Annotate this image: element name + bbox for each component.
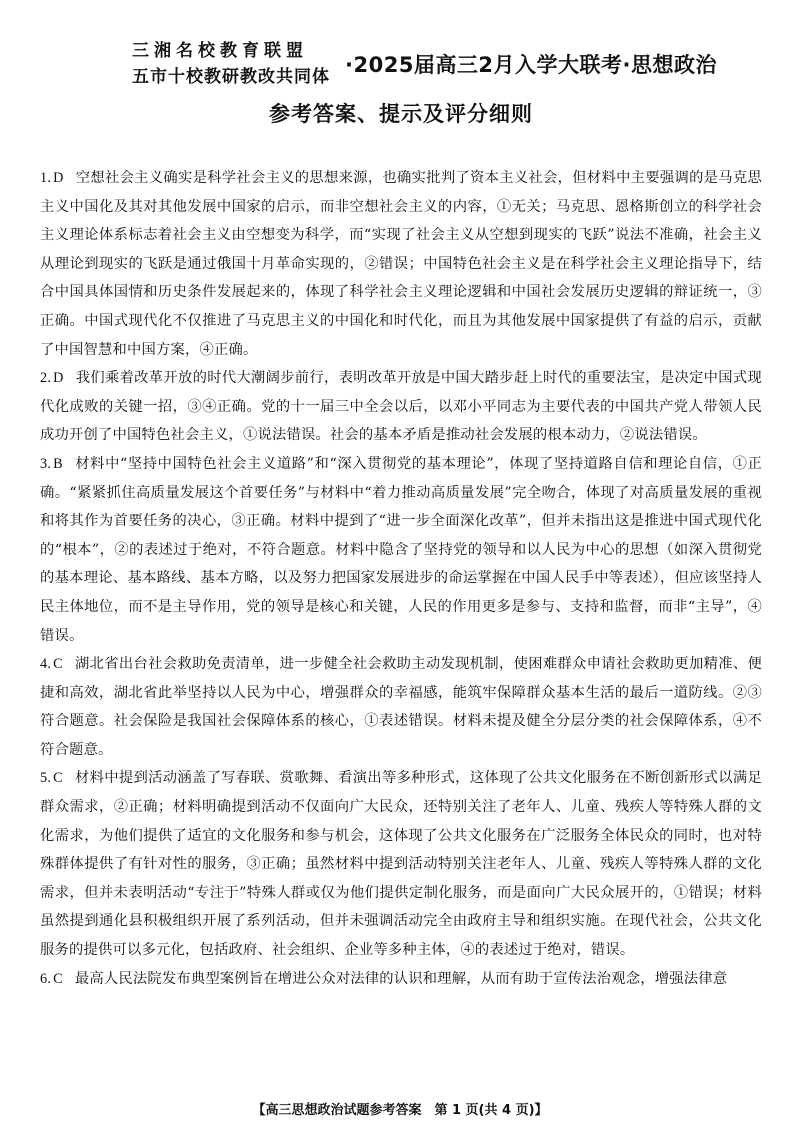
question-number: 6. bbox=[40, 970, 52, 987]
answer-list bbox=[40, 164, 762, 993]
answer-key: C bbox=[53, 770, 63, 787]
page-header bbox=[40, 0, 762, 88]
answer-key: C bbox=[53, 656, 63, 673]
alliance-line-2: 五市十校教研教改共同体 bbox=[132, 67, 330, 87]
question-number: 2. bbox=[40, 370, 52, 387]
answer-item-1 bbox=[40, 164, 762, 364]
answer-explanation: 空想社会主义确实是科学社会主义的思想来源，也确实批判了资本主义社会，但材料中主要强调的是马克思主义中国化及其对其他发展中国家的启示，而非空想社会主义的内容，①无关；马克思、恩格斯创立的科学社会主义理论体系标志着社会主义由空想变为科学，而“实现了社会主义从空想到现实的飞跃”说法不准确，社会主义从理论到现实的飞跃是通过俄国十月革命实现的，②错误；中国特色社会主义是在科学社会主义理论指导下，结合中国具体国情和历史条件发展起来的，体现了科学社会主义理论逻辑和中国社会发展历史逻辑的辩证统一，③正确。中国式现代化不仅推进了马克思主义的中国化和时代化，而且为其他发展中国家提供了有益的启示，贡献了中国智慧和中国方案，④正确。 bbox=[40, 170, 762, 358]
document-subtitle: 参考答案、提示及评分细则 bbox=[269, 102, 533, 126]
answer-item-5 bbox=[40, 764, 762, 964]
answer-key: D bbox=[53, 170, 64, 186]
answer-item-2 bbox=[40, 364, 762, 450]
answer-key: C bbox=[53, 970, 63, 987]
answer-item-3 bbox=[40, 450, 762, 650]
question-number: 3. bbox=[40, 455, 52, 472]
alliance-name bbox=[132, 38, 330, 90]
answer-item-4 bbox=[40, 650, 762, 764]
alliance-line-1: 三湘名校教育联盟 bbox=[132, 41, 308, 61]
answer-explanation: 材料中“坚持中国特色社会主义道路”和“深入贯彻党的基本理论”，体现了坚持道路自信和理论自信，①正确。“紧紧抓住高质量发展这个首要任务”与材料中“着力推动高质量发展”完全吻合，体现了对高质量发展的重视和将其作为首要任务的决心，③正确。材料中提到了“进一步全面深化改革”，但并未指出这是推进中国式现代化的“根本”，②的表述过于绝对，不符合题意。材料中隐含了坚持党的领导和以人民为中心的思想（如深入贯彻党的基本理论、基本路线、基本方略，以及努力把国家发展进步的命运掌握在中国人民手中等表述），但应该坚持人民主体地位，而不是主导作用，党的领导是核心和关键，人民的作用更多是参与、支持和监督，而非“主导”，④错误。 bbox=[40, 455, 762, 644]
page-footer: 【高三思想政治试题参考答案 第 1 页(共 4 页)】 bbox=[252, 1103, 548, 1118]
answer-key: B bbox=[53, 455, 63, 472]
question-number: 4. bbox=[40, 656, 52, 673]
question-number: 1. bbox=[40, 170, 52, 186]
answer-explanation: 湖北省出台社会救助免责清单，进一步健全社会救助主动发现机制，使困难群众申请社会救助更加精准、便捷和高效，湖北省此举坚持以人民为中心，增强群众的幸福感，能筑牢保障群众基本生活的最后一道防线。②③符合题意。社会保险是我国社会保障体系的核心，①表述错误。材料未提及健全分层分类的社会保障体系，④不符合题意。 bbox=[40, 656, 762, 758]
exam-title: ·2025届高三2月入学大联考·思想政治 bbox=[345, 53, 718, 77]
answer-explanation: 最高人民法院发布典型案例旨在增进公众对法律的认识和理解，从而有助于宣传法治观念，增强法律意 bbox=[74, 970, 728, 987]
question-number: 5. bbox=[40, 770, 52, 787]
answer-explanation: 材料中提到活动涵盖了写春联、赏歌舞、看演出等多种形式，这体现了公共文化服务在不断创新形式以满足群众需求，②正确；材料明确提到活动不仅面向广大民众，还特别关注了老年人、儿童、残疾人等特殊人群的文化需求，为他们提供了适宜的文化服务和参与机会，这体现了公共文化服务在广泛服务全体民众的同时，也对特殊群体提供了有针对性的服务，③正确；虽然材料中提到活动特别关注老年人、儿童、残疾人等特殊人群的文化需求，但并未表明活动“专注于”特殊人群或仅为他们提供定制化服务，而是面向广大民众展开的，①错误；材料虽然提到通化县积极组织开展了系列活动，但并未强调活动完全由政府主导和组织实施。在现代社会，公共文化服务的提供可以多元化，包括政府、社会组织、企业等多种主体，④的表述过于绝对，错误。 bbox=[40, 770, 762, 959]
answer-item-6 bbox=[40, 965, 762, 994]
answer-key: D bbox=[53, 370, 64, 387]
answer-explanation: 我们乘着改革开放的时代大潮阔步前行，表明改革开放是中国大踏步赶上时代的重要法宝，是决定中国式现代化成败的关键一招，③④正确。党的十一届三中全会以后，以邓小平同志为主要代表的中国共产党人带领人民成功开创了中国特色社会主义，①说法错误。社会的基本矛盾是推动社会发展的根本动力，②说法错误。 bbox=[40, 370, 762, 444]
